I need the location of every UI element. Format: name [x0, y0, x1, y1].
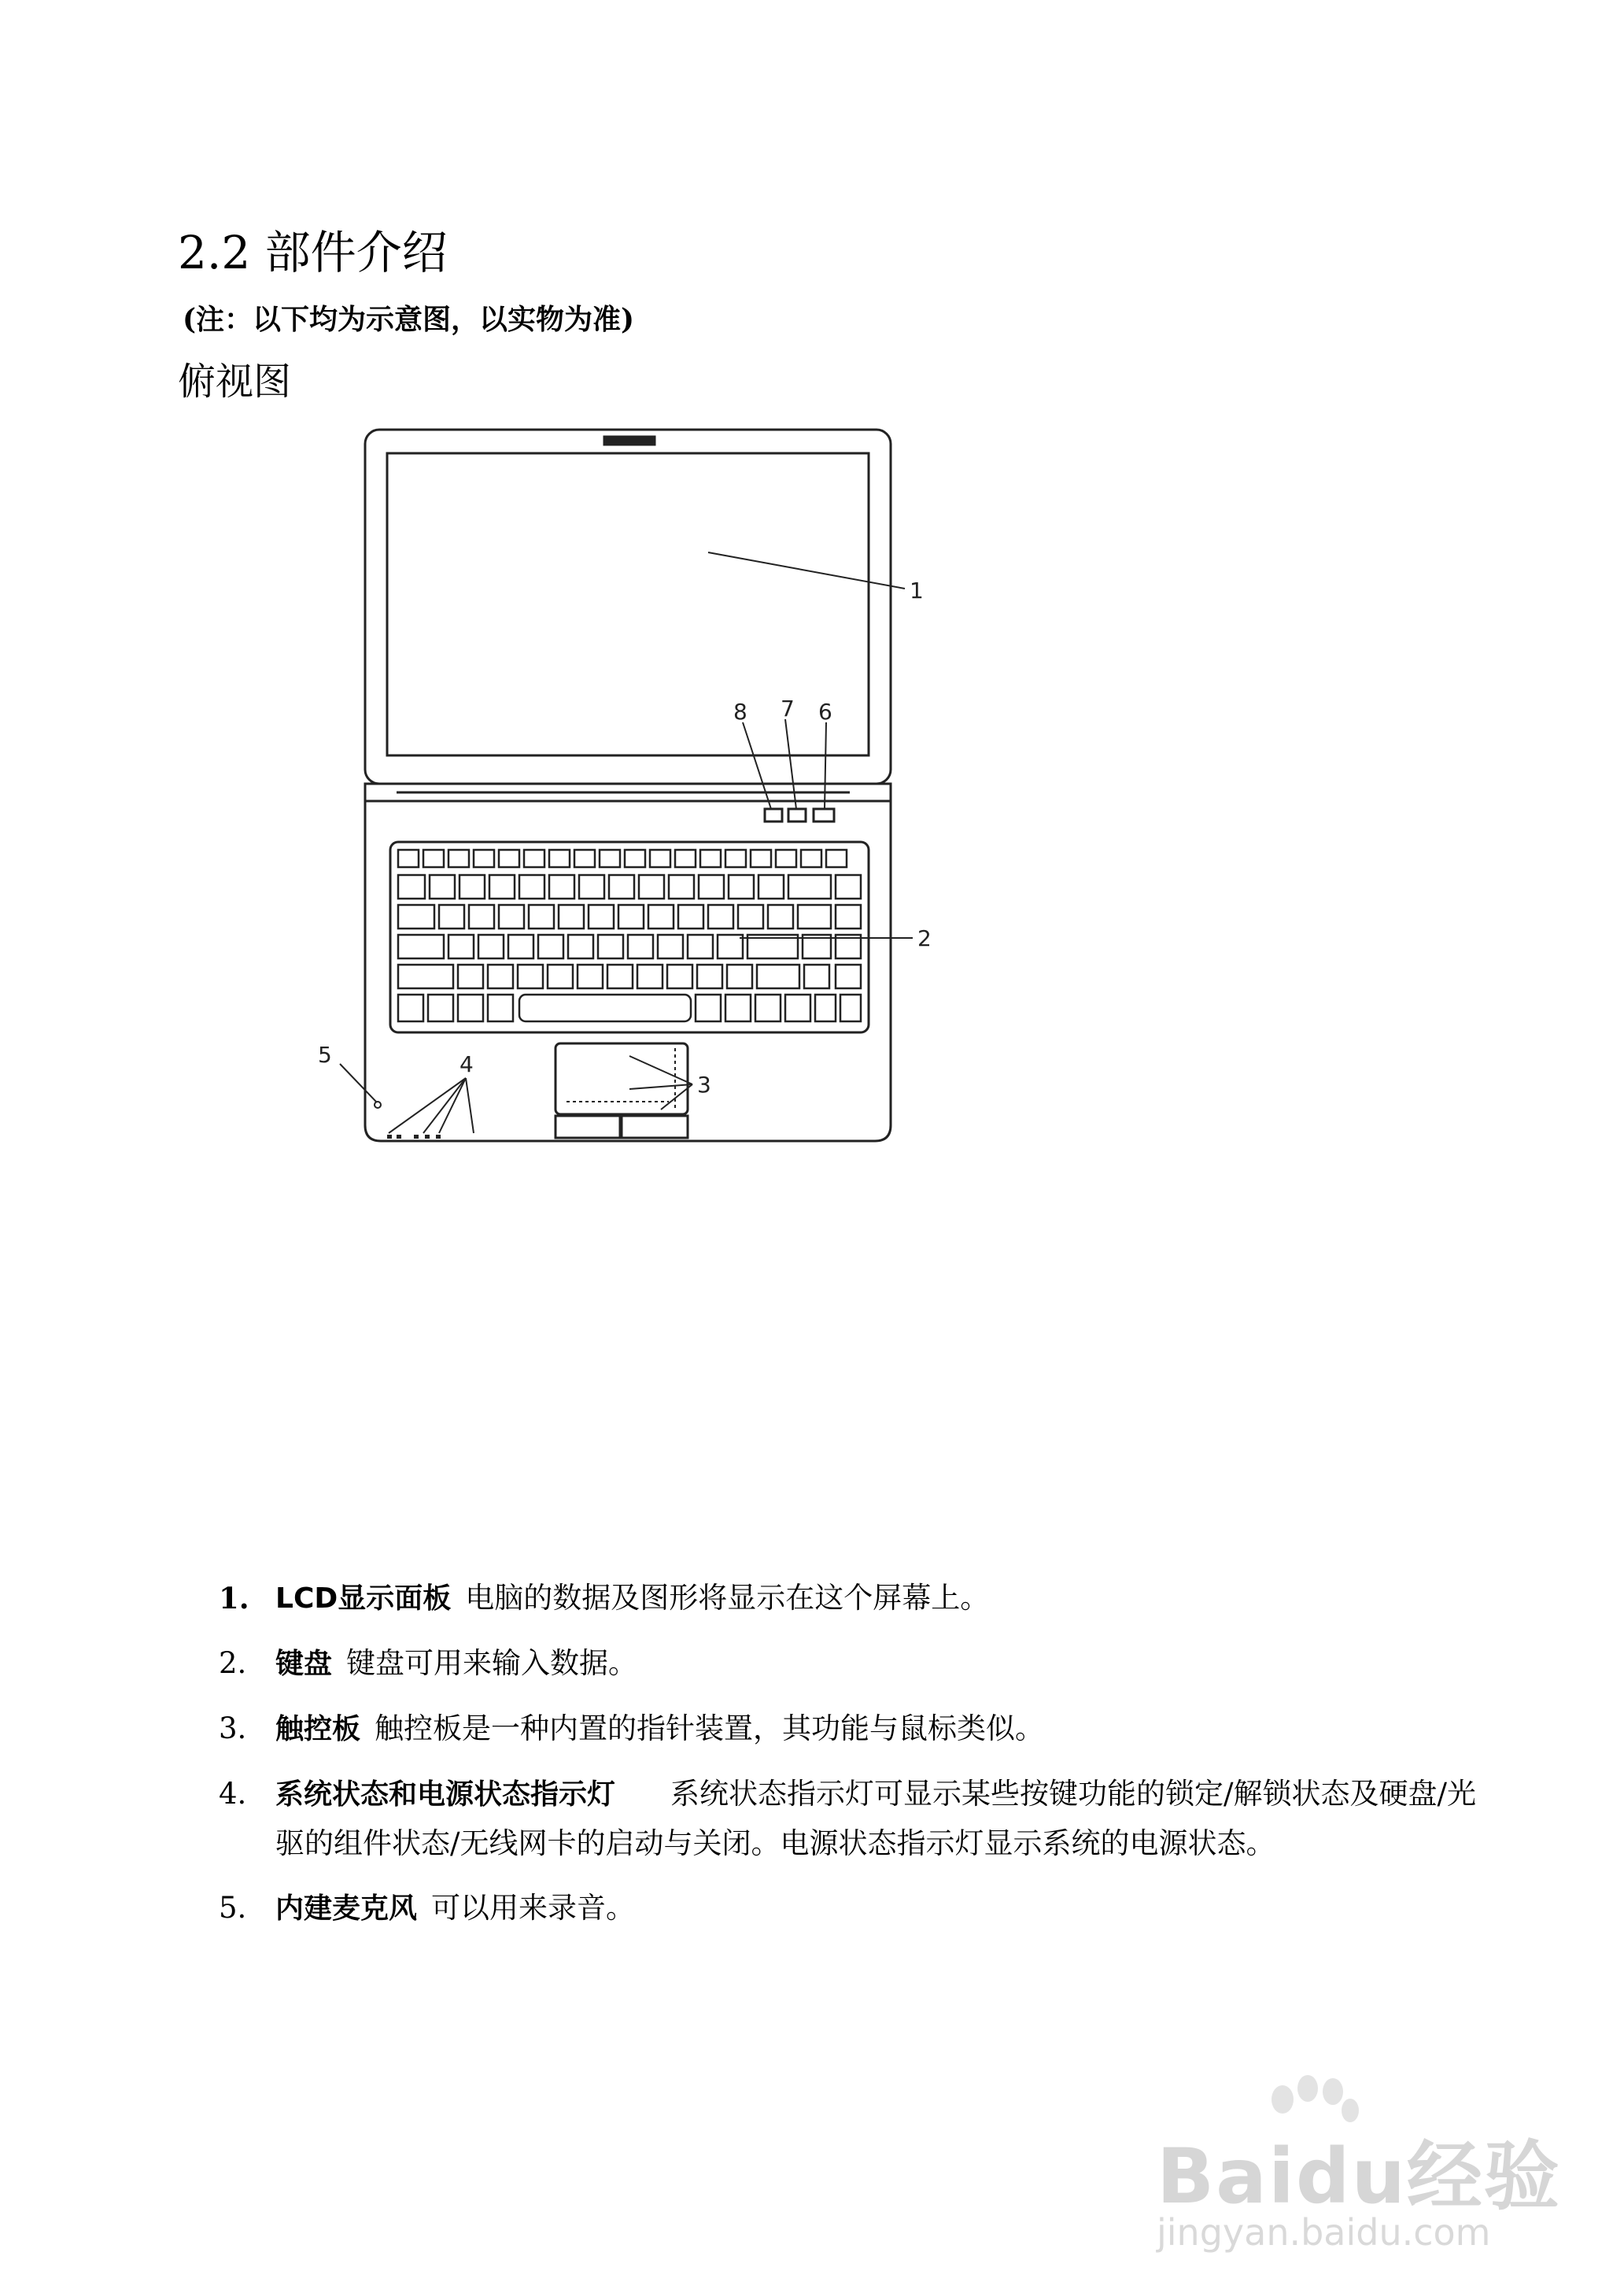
list-item	[212, 1639, 1487, 1689]
leader-7	[785, 719, 796, 809]
item-number: 2.	[219, 1646, 247, 1680]
list-item	[212, 1704, 1487, 1754]
item-desc: 键盘可用来输入数据。	[346, 1646, 638, 1680]
view-title: 俯视图	[178, 360, 292, 404]
item-term: 触控板	[275, 1713, 361, 1745]
callout-3: 3	[697, 1072, 711, 1098]
webcam	[604, 437, 655, 445]
callout-7: 7	[781, 696, 795, 722]
list-item	[212, 1574, 1487, 1623]
list-item	[212, 1770, 1487, 1868]
callout-1: 1	[910, 578, 924, 604]
watermark-brand: Baidu经验	[1157, 2132, 1561, 2221]
space-bar	[519, 995, 691, 1021]
item-number: 3.	[219, 1711, 247, 1745]
item-desc: 电脑的数据及图形将显示在这个屏幕上。	[465, 1581, 990, 1615]
component-list	[212, 1574, 1487, 1949]
item-term: 系统状态和电源状态指示灯	[275, 1778, 616, 1811]
item-desc: 可以用来录音。	[431, 1891, 636, 1925]
list-item	[212, 1884, 1487, 1933]
lcd-screen	[387, 453, 869, 755]
watermark-url: jingyan.baidu.com	[1157, 2211, 1491, 2254]
item-number: 1.	[219, 1581, 249, 1615]
keyboard-keys	[398, 850, 861, 1021]
callout-4: 4	[460, 1051, 474, 1077]
laptop-lid	[365, 430, 891, 784]
laptop-top-view-diagram	[299, 409, 968, 1180]
leader-6	[825, 722, 826, 809]
disclaimer-note: (注：以下均为示意图，以实物为准)	[183, 303, 635, 336]
callout-5: 5	[318, 1042, 332, 1068]
leader-1	[708, 552, 905, 589]
leader-4	[389, 1078, 466, 1133]
touchpad-left-button	[555, 1116, 620, 1138]
button-8	[765, 809, 782, 822]
item-desc: 系统状态指示灯可显示某些按键功能的锁定/解锁状态及硬盘/光驱的组件状态/无线网卡的启动与关闭。电源状态指示灯显示系统的电源状态。	[275, 1777, 1476, 1860]
item-number: 4.	[219, 1777, 247, 1811]
item-term: 内建麦克风	[275, 1892, 418, 1925]
leader-8	[743, 722, 771, 809]
microphone	[375, 1102, 381, 1108]
status-indicators	[387, 1135, 441, 1139]
touchpad-right-button	[622, 1116, 688, 1138]
button-7	[788, 809, 806, 822]
leader-5	[340, 1064, 376, 1102]
item-desc: 触控板是一种内置的指针装置，其功能与鼠标类似。	[375, 1711, 1045, 1745]
item-term: LCD显示面板	[275, 1582, 452, 1615]
item-term: 键盘	[275, 1648, 333, 1680]
leader-3a	[629, 1056, 692, 1084]
section-title: 2.2 部件介绍	[178, 226, 448, 279]
callout-2: 2	[917, 925, 932, 951]
item-number: 5.	[219, 1891, 247, 1925]
callout-8: 8	[733, 699, 747, 725]
callout-6: 6	[818, 699, 832, 725]
button-6	[814, 809, 834, 822]
